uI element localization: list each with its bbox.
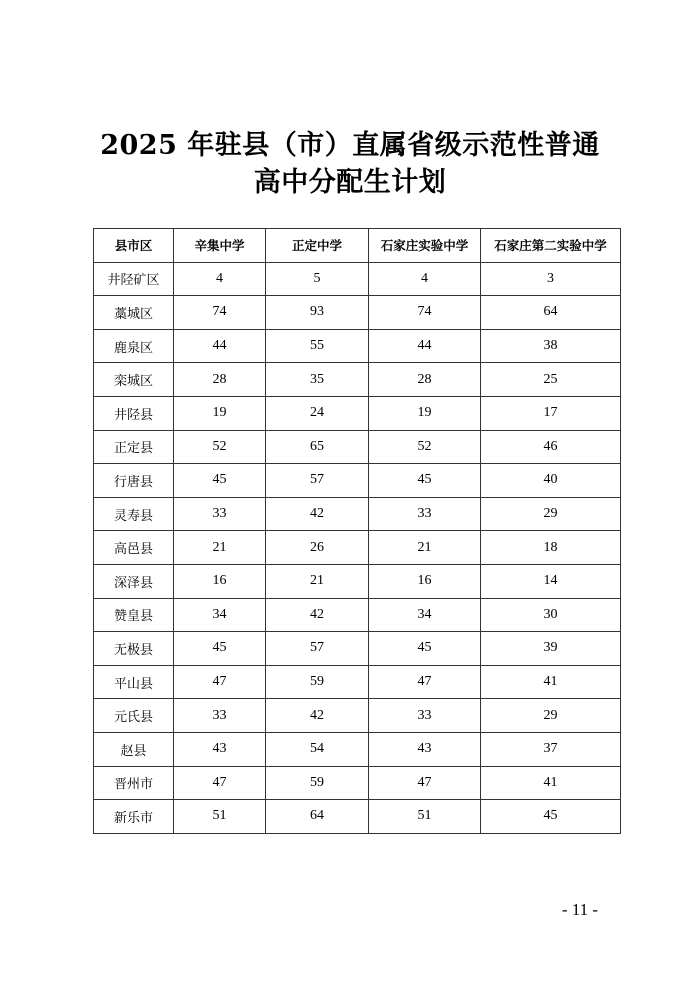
table-row bbox=[94, 531, 621, 565]
zhengding-school-cell: 42 bbox=[266, 598, 369, 632]
sjz-experimental-cell: 47 bbox=[369, 766, 481, 800]
sjz-experimental-cell: 28 bbox=[369, 363, 481, 397]
xinji-school-cell: 21 bbox=[174, 531, 266, 565]
column-header-region: 县市区 bbox=[94, 229, 174, 263]
column-header-zhengding-school: 正定中学 bbox=[266, 229, 369, 263]
xinji-school-cell: 74 bbox=[174, 296, 266, 330]
region-cell: 正定县 bbox=[94, 430, 174, 464]
sjz-experimental-cell: 52 bbox=[369, 430, 481, 464]
page-number: - 11 - bbox=[561, 900, 599, 919]
table-row bbox=[94, 564, 621, 598]
sjz-experimental-cell: 43 bbox=[369, 732, 481, 766]
zhengding-school-cell: 24 bbox=[266, 396, 369, 430]
zhengding-school-cell: 54 bbox=[266, 732, 369, 766]
zhengding-school-cell: 93 bbox=[266, 296, 369, 330]
table-row bbox=[94, 732, 621, 766]
region-cell: 晋州市 bbox=[94, 766, 174, 800]
region-cell: 赵县 bbox=[94, 732, 174, 766]
sjz-experimental-cell: 44 bbox=[369, 329, 481, 363]
region-cell: 平山县 bbox=[94, 665, 174, 699]
column-header-sjz-experimental-school: 石家庄实验中学 bbox=[369, 229, 481, 263]
zhengding-school-cell: 42 bbox=[266, 497, 369, 531]
column-header-xinji-school: 辛集中学 bbox=[174, 229, 266, 263]
xinji-school-cell: 45 bbox=[174, 464, 266, 498]
zhengding-school-cell: 64 bbox=[266, 800, 369, 834]
table-body bbox=[94, 262, 621, 833]
sjz-second-experimental-cell: 17 bbox=[481, 396, 621, 430]
sjz-second-experimental-cell: 29 bbox=[481, 497, 621, 531]
xinji-school-cell: 33 bbox=[174, 699, 266, 733]
allocation-plan-table bbox=[93, 228, 621, 834]
sjz-second-experimental-cell: 40 bbox=[481, 464, 621, 498]
document-title-line-2: 高中分配生计划 bbox=[253, 167, 447, 198]
table-row bbox=[94, 262, 621, 296]
xinji-school-cell: 47 bbox=[174, 766, 266, 800]
region-cell: 井陉矿区 bbox=[94, 262, 174, 296]
sjz-second-experimental-cell: 14 bbox=[481, 564, 621, 598]
zhengding-school-cell: 59 bbox=[266, 766, 369, 800]
sjz-second-experimental-cell: 29 bbox=[481, 699, 621, 733]
table-row bbox=[94, 363, 621, 397]
sjz-second-experimental-cell: 45 bbox=[481, 800, 621, 834]
sjz-second-experimental-cell: 37 bbox=[481, 732, 621, 766]
xinji-school-cell: 16 bbox=[174, 564, 266, 598]
column-header-sjz-second-experimental-school: 石家庄第二实验中学 bbox=[481, 229, 621, 263]
sjz-second-experimental-cell: 38 bbox=[481, 329, 621, 363]
table-row bbox=[94, 598, 621, 632]
zhengding-school-cell: 42 bbox=[266, 699, 369, 733]
table-row bbox=[94, 699, 621, 733]
table-row bbox=[94, 296, 621, 330]
xinji-school-cell: 52 bbox=[174, 430, 266, 464]
sjz-experimental-cell: 33 bbox=[369, 699, 481, 733]
sjz-second-experimental-cell: 3 bbox=[481, 262, 621, 296]
region-cell: 行唐县 bbox=[94, 464, 174, 498]
sjz-second-experimental-cell: 18 bbox=[481, 531, 621, 565]
zhengding-school-cell: 55 bbox=[266, 329, 369, 363]
region-cell: 赞皇县 bbox=[94, 598, 174, 632]
sjz-experimental-cell: 74 bbox=[369, 296, 481, 330]
sjz-experimental-cell: 51 bbox=[369, 800, 481, 834]
region-cell: 栾城区 bbox=[94, 363, 174, 397]
xinji-school-cell: 47 bbox=[174, 665, 266, 699]
table-row bbox=[94, 497, 621, 531]
sjz-experimental-cell: 19 bbox=[369, 396, 481, 430]
region-cell: 无极县 bbox=[94, 632, 174, 666]
table-row bbox=[94, 766, 621, 800]
sjz-experimental-cell: 21 bbox=[369, 531, 481, 565]
xinji-school-cell: 45 bbox=[174, 632, 266, 666]
region-cell: 深泽县 bbox=[94, 564, 174, 598]
sjz-experimental-cell: 45 bbox=[369, 464, 481, 498]
sjz-experimental-cell: 47 bbox=[369, 665, 481, 699]
sjz-experimental-cell: 33 bbox=[369, 497, 481, 531]
table-row bbox=[94, 665, 621, 699]
sjz-second-experimental-cell: 39 bbox=[481, 632, 621, 666]
xinji-school-cell: 34 bbox=[174, 598, 266, 632]
zhengding-school-cell: 59 bbox=[266, 665, 369, 699]
sjz-experimental-cell: 4 bbox=[369, 262, 481, 296]
xinji-school-cell: 33 bbox=[174, 497, 266, 531]
xinji-school-cell: 19 bbox=[174, 396, 266, 430]
table-row bbox=[94, 632, 621, 666]
zhengding-school-cell: 57 bbox=[266, 464, 369, 498]
table-row bbox=[94, 430, 621, 464]
sjz-second-experimental-cell: 41 bbox=[481, 766, 621, 800]
sjz-second-experimental-cell: 25 bbox=[481, 363, 621, 397]
region-cell: 元氏县 bbox=[94, 699, 174, 733]
xinji-school-cell: 28 bbox=[174, 363, 266, 397]
xinji-school-cell: 51 bbox=[174, 800, 266, 834]
region-cell: 藁城区 bbox=[94, 296, 174, 330]
sjz-second-experimental-cell: 41 bbox=[481, 665, 621, 699]
region-cell: 灵寿县 bbox=[94, 497, 174, 531]
sjz-second-experimental-cell: 30 bbox=[481, 598, 621, 632]
sjz-experimental-cell: 45 bbox=[369, 632, 481, 666]
table-row bbox=[94, 396, 621, 430]
zhengding-school-cell: 26 bbox=[266, 531, 369, 565]
table-row bbox=[94, 464, 621, 498]
region-cell: 新乐市 bbox=[94, 800, 174, 834]
zhengding-school-cell: 35 bbox=[266, 363, 369, 397]
sjz-second-experimental-cell: 46 bbox=[481, 430, 621, 464]
region-cell: 鹿泉区 bbox=[94, 329, 174, 363]
zhengding-school-cell: 5 bbox=[266, 262, 369, 296]
xinji-school-cell: 43 bbox=[174, 732, 266, 766]
zhengding-school-cell: 21 bbox=[266, 564, 369, 598]
table-row bbox=[94, 329, 621, 363]
region-cell: 井陉县 bbox=[94, 396, 174, 430]
sjz-experimental-cell: 34 bbox=[369, 598, 481, 632]
table-header-row bbox=[94, 229, 621, 263]
xinji-school-cell: 44 bbox=[174, 329, 266, 363]
region-cell: 高邑县 bbox=[94, 531, 174, 565]
sjz-second-experimental-cell: 64 bbox=[481, 296, 621, 330]
sjz-experimental-cell: 16 bbox=[369, 564, 481, 598]
zhengding-school-cell: 65 bbox=[266, 430, 369, 464]
document-title-line-1: 2025 年驻县（市）直属省级示范性普通 bbox=[100, 130, 600, 161]
xinji-school-cell: 4 bbox=[174, 262, 266, 296]
zhengding-school-cell: 57 bbox=[266, 632, 369, 666]
table-row bbox=[94, 800, 621, 834]
